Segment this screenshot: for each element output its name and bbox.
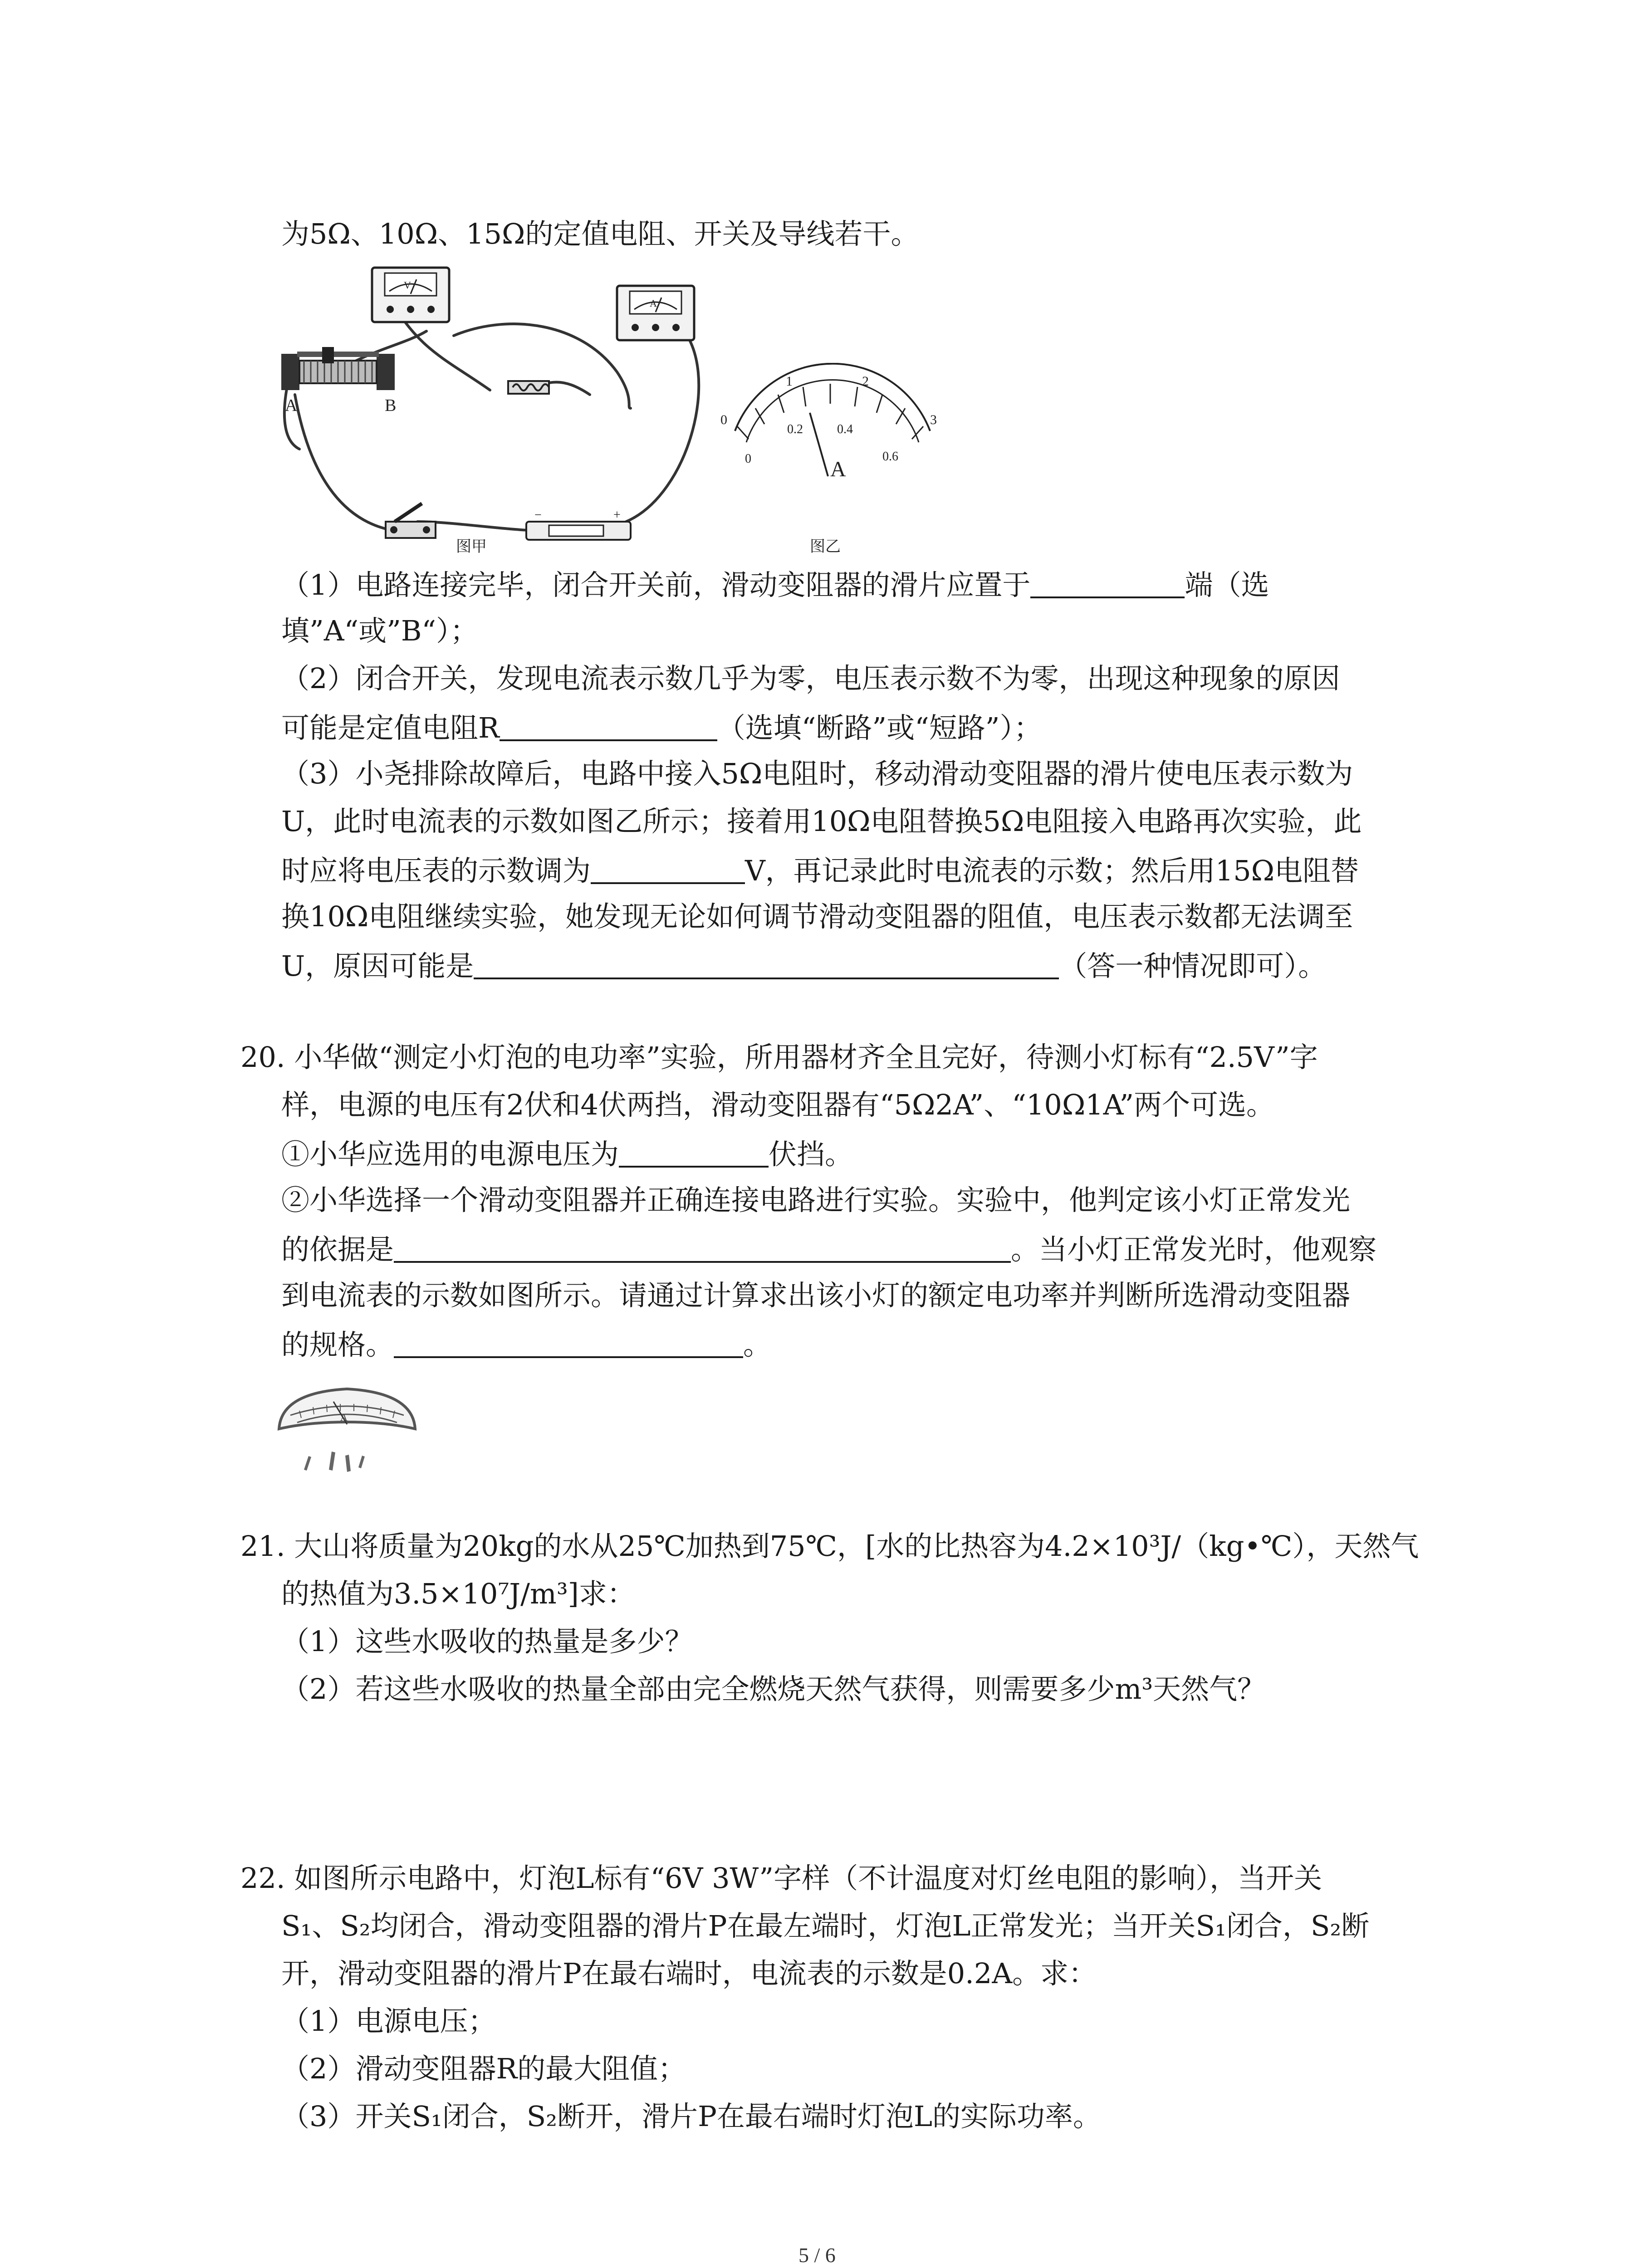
q20-line7: 的规格。 。 [281,1328,772,1361]
q21-line2: 的热值为3.5×10⁷J/m³]求： [281,1577,635,1610]
q22-line4: （1）电源电压； [281,2004,496,2038]
q19-blank-1[interactable] [1030,569,1185,598]
q20-line4: ②小华选择一个滑动变阻器并正确连接电路进行实验。实验中，他判定该小灯正常发光 [281,1183,1351,1217]
q21-line3: （1）这些水吸收的热量是多少？ [281,1625,693,1658]
q20-blank-2[interactable] [394,1234,1011,1263]
q20-meter-unit: A [340,1412,348,1423]
q21-line4: （2）若这些水吸收的热量全部由完全燃烧天然气获得，则需要多少m³天然气？ [281,1672,1266,1706]
voltmeter-icon [372,268,449,322]
ammeter-label: A [650,298,657,309]
q19-blank-3[interactable] [591,855,745,884]
page-number: 5 / 6 [798,2244,836,2267]
scale-minor-1: 0.2 [787,422,803,436]
q19-part3-line3: 时应将电压表的示数调为 V，再记录此时电流表的示数；然后用15Ω电阻替 [281,854,1359,887]
resistor-icon [508,381,549,394]
scale-major-1: 1 [786,374,793,389]
q20-blank-1[interactable] [619,1139,769,1168]
switch-icon [386,503,436,538]
ammeter-icon [617,286,694,340]
meter-needle [810,413,828,476]
q20-line3: ①小华应选用的电源电压为 伏挡。 [281,1138,853,1171]
q19-part1-line1: （1）电路连接完毕，闭合开关前，滑动变阻器的滑片应置于 端（选 [281,568,1269,601]
q19-part3-line5: U，原因可能是 （答一种情况即可）。 [281,949,1327,982]
wire [626,327,699,522]
scale-ticks [737,384,923,439]
q19-part2-line1: （2）闭合开关，发现电流表示数几乎为零，电压表示数不为零，出现这种现象的原因 [281,662,1340,695]
q19-part3-line2: U，此时电流表的示数如图乙所示；接着用10Ω电阻替换5Ω电阻接入电路再次实验，此 [281,805,1362,838]
intro-line: 为5Ω、10Ω、15Ω的定值电阻、开关及导线若干。 [281,217,919,250]
q20-line1: 20. 小华做“测定小灯泡的电功率”实验，所用器材齐全且完好，待测小灯标有“2.5V”字 [240,1041,1318,1074]
q19-part1-line2: 填”A“或”B“）； [281,614,479,647]
q20-line5: 的依据是 。当小灯正常发光时，他观察 [281,1233,1377,1266]
scale-unit: A [830,457,846,481]
q22-line5: （2）滑动变阻器R的最大阻值； [281,2052,686,2085]
scale-major-2: 2 [862,374,869,389]
scale-minor-0: 0 [745,452,751,466]
figure-b-caption: 图乙 [810,538,841,556]
q19-part2-line2: 可能是定值电阻R （选填“断路”或“短路”）； [281,711,1042,744]
q22-line1: 22. 如图所示电路中，灯泡L标有“6V 3W”字样（不计温度对灯丝电阻的影响），当开关 [240,1862,1323,1895]
terminal-b: B [385,396,397,415]
q19-part3-line4: 换10Ω电阻继续实验，她发现无论如何调节滑动变阻器的阻值，电压表示数都无法调至 [281,900,1353,933]
scale-minor-3: 0.6 [882,450,898,464]
q22-line6: （3）开关S₁闭合，S₂断开，滑片P在最右端时灯泡L的实际功率。 [281,2100,1101,2133]
q21-line1: 21. 大山将质量为20kg的水从25℃加热到75℃，[水的比热容为4.2×10³J/（kg•℃），天然气 [240,1530,1419,1563]
q20-ammeter-figure [272,1379,422,1488]
battery-icon [526,508,631,540]
q19-blank-2[interactable] [500,712,717,741]
wire [454,324,631,408]
q19-part3-line1: （3）小尧排除故障后，电路中接入5Ω电阻时，移动滑动变阻器的滑片使电压表示数为 [281,757,1353,790]
rheostat-icon [281,347,396,415]
q22-line3: 开，滑动变阻器的滑片P在最右端时，电流表的示数是0.2A。求： [281,1957,1097,1990]
figure-a-caption: 图甲 [456,538,487,556]
scale-major-0: 0 [720,412,727,427]
terminal-a: A [285,396,298,415]
q19-blank-4[interactable] [474,950,1059,979]
ammeter-scale-figure [708,363,953,499]
q22-line2: S₁、S₂均闭合，滑动变阻器的滑片P在最左端时，灯泡L正常发光；当开关S₁闭合，S₂断 [281,1909,1370,1942]
wire [295,395,395,531]
q20-blank-3[interactable] [394,1329,743,1358]
circuit-figure [272,259,735,562]
svg-text:+: + [613,508,621,522]
scale-minor-2: 0.4 [837,422,853,436]
scale-major-3: 3 [930,412,937,427]
svg-text:−: − [534,508,542,522]
q20-line6: 到电流表的示数如图所示。请通过计算求出该小灯的额定电功率并判断所选滑动变阻器 [281,1279,1351,1312]
voltmeter-label: V [404,279,411,291]
q20-line2: 样，电源的电压有2伏和4伏两挡，滑动变阻器有“5Ω2A”、“10Ω1A”两个可选。 [281,1088,1275,1121]
